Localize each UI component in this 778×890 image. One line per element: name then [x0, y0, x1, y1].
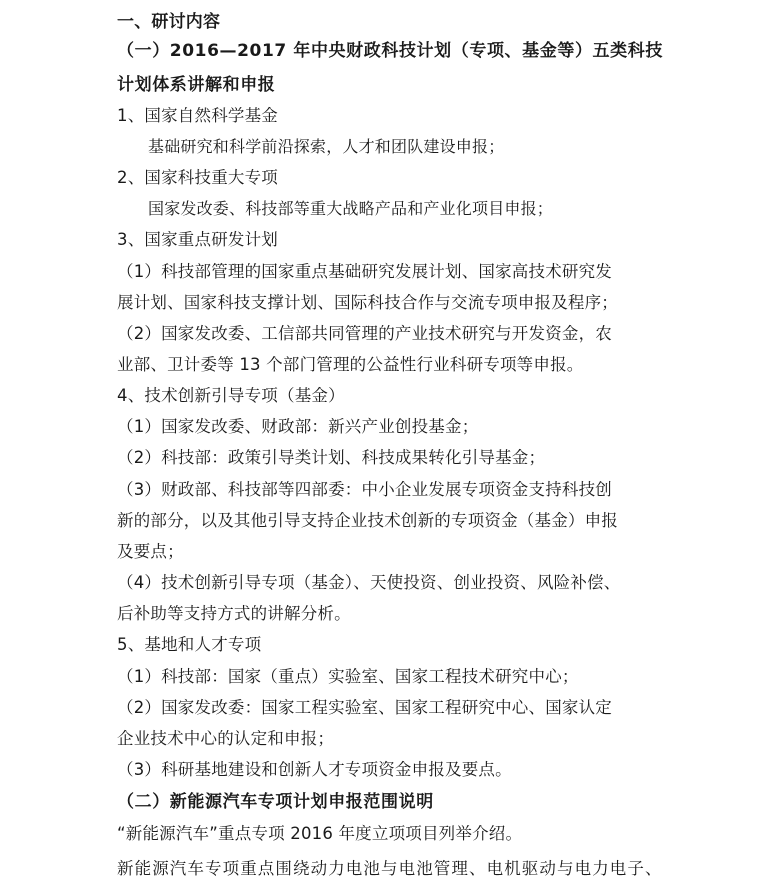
- item-4-p3-line-1: （3）财政部、科技部等四部委：中小企业发展专项资金支持科技创: [117, 480, 612, 499]
- subsection-1-title-line-1: （一）2016—2017 年中央财政科技计划（专项、基金等）五类科技: [117, 41, 663, 61]
- item-5-p2-line-2: 企业技术中心的认定和申报；: [117, 729, 335, 748]
- item-4-p1: （1）国家发改委、财政部：新兴产业创投基金；: [117, 417, 479, 436]
- item-3-p2-line-2: 业部、卫计委等 13 个部门管理的公益性行业科研专项等申报。: [117, 355, 584, 374]
- item-2-title: 2、国家科技重大专项: [117, 168, 278, 187]
- item-3-p2-line-1: （2）国家发改委、工信部共同管理的产业技术研究与开发资金，农: [117, 324, 612, 343]
- item-3-p1-line-2: 展计划、国家科技支撑计划、国际科技合作与交流专项申报及程序；: [117, 293, 618, 312]
- subsection-1-title-line-2: 计划体系讲解和申报: [117, 75, 276, 95]
- item-4-p4-line-1: （4）技术创新引导专项（基金）、天使投资、创业投资、风险补偿、: [117, 573, 621, 592]
- section-heading: 一、研讨内容: [117, 12, 221, 32]
- item-2-desc: 国家发改委、科技部等重大战略产品和产业化项目申报；: [148, 199, 554, 218]
- item-4-p4-line-2: 后补助等支持方式的讲解分析。: [117, 604, 351, 623]
- item-5-title: 5、基地和人才专项: [117, 635, 262, 654]
- subsection-2-body-line-1: 新能源汽车专项重点围绕动力电池与电池管理、电机驱动与电力电子、: [117, 859, 663, 878]
- item-5-p2-line-1: （2）国家发改委：国家工程实验室、国家工程研究中心、国家认定: [117, 698, 612, 717]
- item-3-title: 3、国家重点研发计划: [117, 230, 278, 249]
- item-4-p3-line-3: 及要点；: [117, 542, 184, 561]
- item-5-p1: （1）科技部：国家（重点）实验室、国家工程技术研究中心；: [117, 667, 579, 686]
- subsection-2-intro: “新能源汽车”重点专项 2016 年度立项项目列举介绍。: [117, 824, 523, 843]
- item-4-p3-line-2: 新的部分，以及其他引导支持企业技术创新的专项资金（基金）申报: [117, 511, 618, 530]
- item-4-title: 4、技术创新引导专项（基金）: [117, 386, 345, 405]
- subsection-2-title: （二）新能源汽车专项计划申报范围说明: [117, 792, 434, 812]
- item-1-title: 1、国家自然科学基金: [117, 106, 278, 125]
- item-4-p2: （2）科技部：政策引导类计划、科技成果转化引导基金；: [117, 448, 546, 467]
- item-5-p3: （3）科研基地建设和创新人才专项资金申报及要点。: [117, 760, 512, 779]
- item-3-p1-line-1: （1）科技部管理的国家重点基础研究发展计划、国家高技术研究发: [117, 262, 612, 281]
- item-1-desc: 基础研究和科学前沿探索，人才和团队建设申报；: [148, 137, 505, 156]
